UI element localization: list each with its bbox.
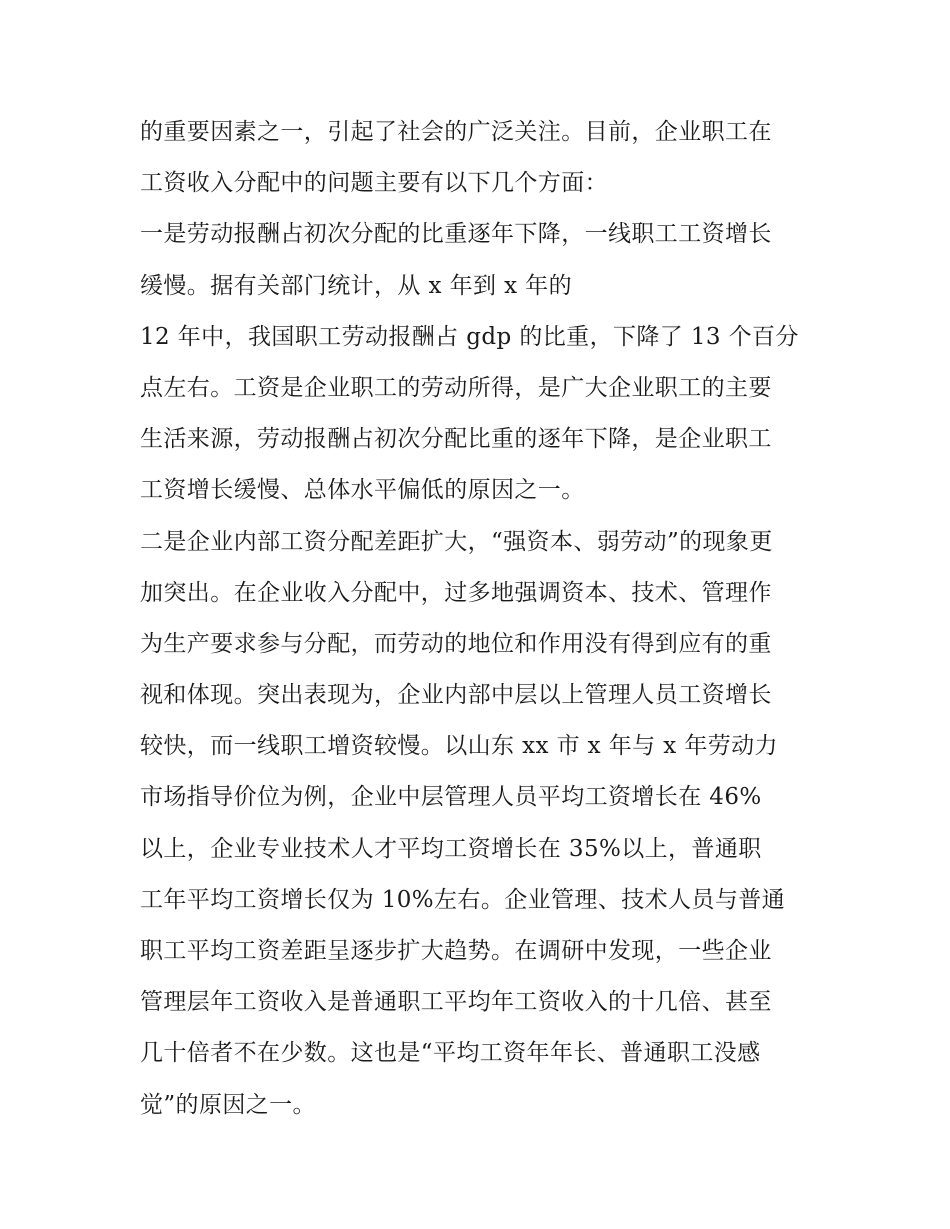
text-line: 较快，而一线职工增资较慢。以山东 xx 市 x 年与 x 年劳动力 xyxy=(140,733,778,760)
text-line: 12 年中，我国职工劳动报酬占 gdp 的比重，下降了 13 个百分 xyxy=(140,323,799,350)
text-line: 工资增长缓慢、总体水平偏低的原因之一。 xyxy=(140,477,585,504)
text-line: 生活来源，劳动报酬占初次分配比重的逐年下降，是企业职工 xyxy=(140,426,772,453)
text-line: 视和体现。突出表现为，企业内部中层以上管理人员工资增长 xyxy=(140,682,772,709)
text-line: 市场指导价位为例，企业中层管理人员平均工资增长在 46% xyxy=(140,784,762,811)
text-line: 加突出。在企业收入分配中，过多地强调资本、技术、管理作 xyxy=(140,579,772,606)
text-line: 管理层年工资收入是普通职工平均年工资收入的十几倍、甚至 xyxy=(140,989,772,1016)
text-line: 工资收入分配中的问题主要有以下几个方面： xyxy=(140,170,608,197)
text-line: 二是企业内部工资分配差距扩大，“强资本、弱劳动”的现象更 xyxy=(140,528,773,555)
text-line: 一是劳动报酬占初次分配的比重逐年下降，一线职工工资增长 xyxy=(140,221,772,248)
text-line: 以上，企业专业技术人才平均工资增长在 35%以上，普通职 xyxy=(140,835,762,862)
text-line: 几十倍者不在少数。这也是“平均工资年年长、普通职工没感 xyxy=(140,1040,761,1067)
text-line: 点左右。工资是企业职工的劳动所得，是广大企业职工的主要 xyxy=(140,374,772,401)
body-text xyxy=(140,107,830,1131)
text-line: 觉”的原因之一。 xyxy=(140,1091,316,1118)
text-line: 缓慢。据有关部门统计，从 x 年到 x 年的 xyxy=(140,272,572,299)
text-line: 的重要因素之一，引起了社会的广泛关注。目前，企业职工在 xyxy=(140,119,772,145)
text-line: 职工平均工资差距呈逐步扩大趋势。在调研中发现，一些企业 xyxy=(140,938,772,964)
text-line: 为生产要求参与分配，而劳动的地位和作用没有得到应有的重 xyxy=(140,630,772,657)
text-line: 工年平均工资增长仅为 10%左右。企业管理、技术人员与普通 xyxy=(140,886,786,913)
